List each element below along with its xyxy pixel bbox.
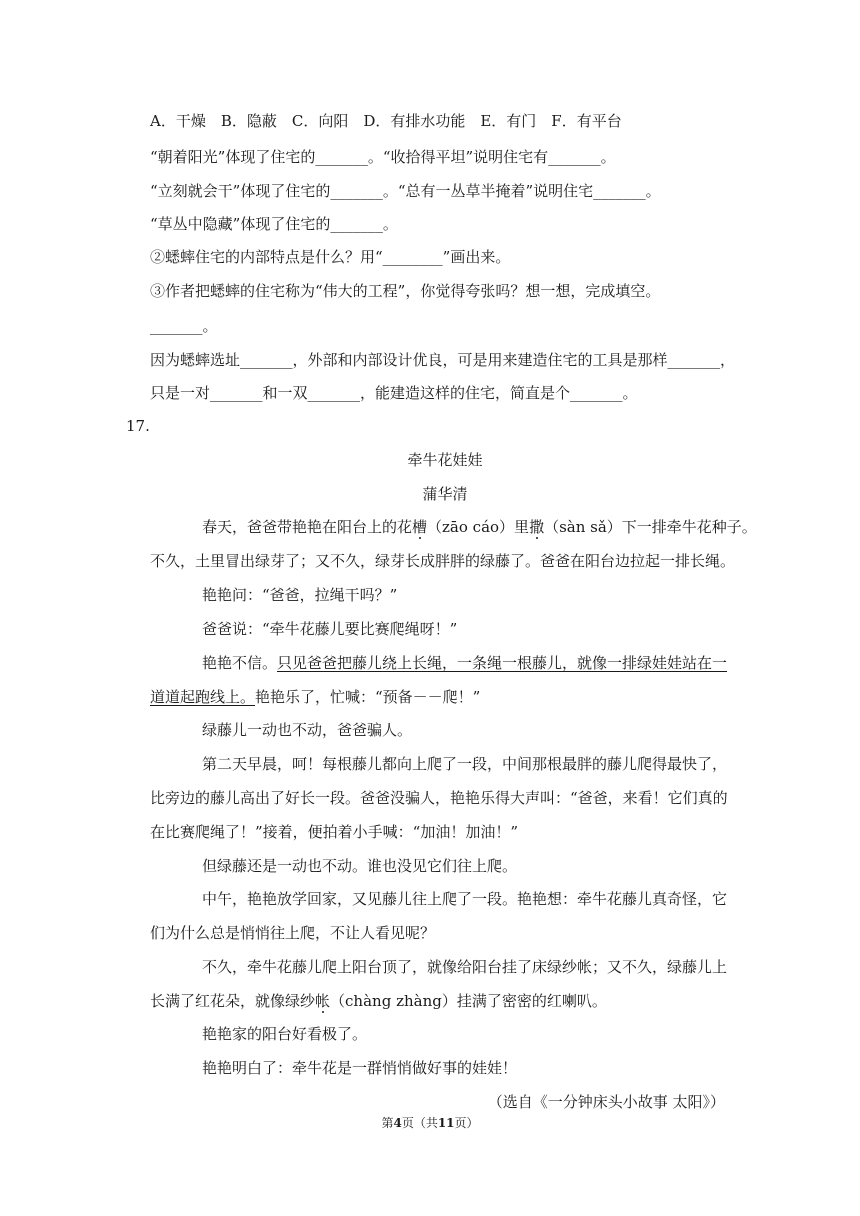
emphasis-char: 帐 (315, 992, 331, 1010)
q16-fill-line-1: “朝着阳光”体现了住宅的_______。“收拾得平坦”说明住宅有_______。 (150, 148, 616, 166)
paragraph-8-line-2: 们为什么总是悄悄往上爬，不让人看见呢？ (150, 924, 436, 942)
paragraph-4-line-2: 道道起跑线上。艳艳乐了，忙喊：“预备－－爬！” (150, 688, 481, 706)
q16-sub3-line-1: 因为蟋蟀选址_______，外部和内部设计优良，可是用来建造住宅的工具是那样_______， (150, 351, 736, 369)
paragraph-6-line-3: 在比赛爬绳了！”接着，便拍着小手喊：“加油！加油！” (150, 823, 519, 841)
paragraph-1-line-2: 不久，土里冒出绿芽了；又不久，绿芽长成胖胖的绿藤了。爸爸在阳台边拉起一排长绳。 (150, 552, 736, 570)
passage-source: （选自《一分钟床头小故事 太阳》） (487, 1093, 725, 1111)
paragraph-9-line-1: 不久，牵牛花藤儿爬上阳台顶了，就像给阳台挂了床绿纱帐；又不久，绿藤儿上 (202, 958, 728, 976)
paragraph-5: 绿藤儿一动也不动，爸爸骗人。 (202, 721, 413, 739)
emphasis-char: 槽 (412, 518, 428, 536)
underlined-sentence: 只见爸爸把藤儿绕上长绳，一条绳一根藤儿，就像一排绿娃娃站在一 (277, 654, 728, 672)
paragraph-2: 艳艳问：“爸爸，拉绳干吗？” (202, 586, 398, 604)
paragraph-8-line-1: 中午，艳艳放学回家，又见藤儿往上爬了一段。艳艳想：牵牛花藤儿真奇怪，它 (202, 890, 728, 908)
current-page: 4 (393, 1116, 402, 1130)
total-pages: 11 (437, 1116, 455, 1130)
page-footer: 第4页（共11页） (381, 1116, 479, 1130)
passage-author: 蒲华清 (422, 485, 468, 503)
q16-sub3-blank: _______。 (150, 317, 218, 335)
passage-title: 牵牛花娃娃 (407, 451, 483, 469)
paragraph-4-line-1: 艳艳不信。只见爸爸把藤儿绕上长绳，一条绳一根藤儿，就像一排绿娃娃站在一 (202, 654, 728, 672)
q16-fill-line-3: “草丛中隐藏”体现了住宅的_______。 (150, 215, 398, 233)
paragraph-6-line-2: 比旁边的藤儿高出了好长一段。爸爸没骗人，艳艳乐得大声叫：“爸爸，来看！它们真的 (150, 789, 728, 807)
paragraph-3: 爸爸说：“牵牛花藤儿要比赛爬绳呀！” (202, 620, 458, 638)
paragraph-6-line-1: 第二天早晨，呵！每根藤儿都向上爬了一段，中间那根最胖的藤儿爬得最快了， (202, 755, 728, 773)
q16-subquestion-3: ③作者把蟋蟀的住宅称为“伟大的工程”，你觉得夸张吗？想一想，完成填空。 (150, 282, 661, 300)
emphasis-char: 撒 (529, 518, 545, 536)
q16-options: A．干燥 B．隐蔽 C．向阳 D．有排水功能 E．有门 F．有平台 (150, 112, 622, 130)
underlined-sentence-end: 道道起跑线上。 (150, 688, 256, 706)
paragraph-9-line-2: 长满了红花朵，就像绿纱帐（chàng zhàng）挂满了密密的红喇叭。 (150, 992, 607, 1010)
q16-subquestion-2: ②蟋蟀住宅的内部特点是什么？用“________”画出来。 (150, 248, 511, 266)
q16-sub3-line-2: 只是一对_______和一双_______，能建造这样的住宅，简直是个_______。 (150, 384, 638, 402)
question-number: 17. (126, 417, 150, 435)
paragraph-7: 但绿藤还是一动也不动。谁也没见它们往上爬。 (202, 857, 518, 875)
paragraph-1-line-1: 春天，爸爸带艳艳在阳台上的花槽（zāo cáo）里撒（sàn sǎ）下一排牵牛花种子。 (202, 518, 757, 536)
q16-fill-line-2: “立刻就会干”体现了住宅的_______。“总有一丛草半掩着”说明住宅_______。 (150, 182, 661, 200)
paragraph-11: 艳艳明白了：牵牛花是一群悄悄做好事的娃娃！ (202, 1059, 518, 1077)
paragraph-10: 艳艳家的阳台好看极了。 (202, 1025, 368, 1043)
